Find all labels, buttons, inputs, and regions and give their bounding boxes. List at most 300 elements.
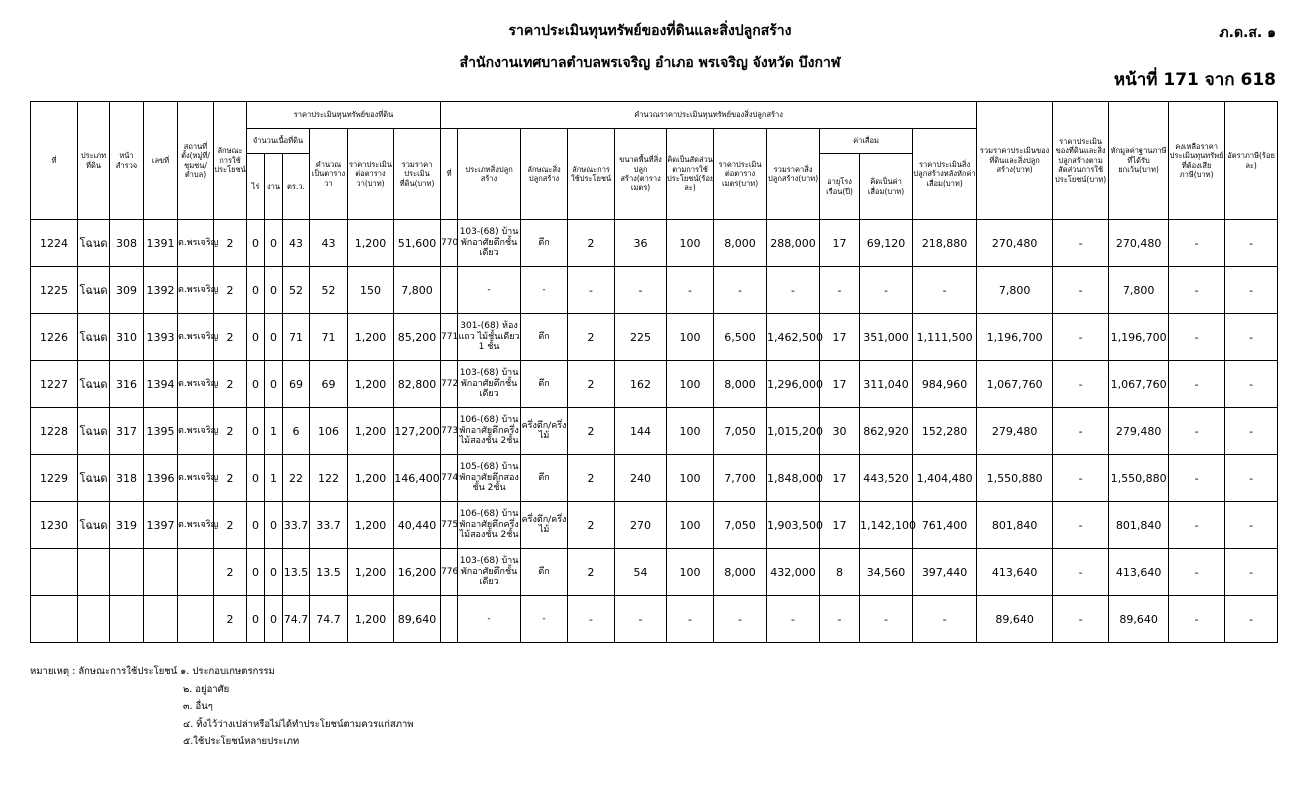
table-cell: 71	[283, 314, 310, 361]
table-cell: 1225	[31, 267, 78, 314]
table-cell	[178, 549, 214, 596]
table-cell: 7,700	[714, 455, 767, 502]
table-cell: 22	[283, 455, 310, 502]
table-cell: ตึก	[521, 314, 568, 361]
table-cell: 432,000	[767, 549, 820, 596]
col-doc-type: ประเภทที่ดิน	[78, 102, 110, 220]
table-cell: -	[714, 267, 767, 314]
table-cell: -	[1053, 549, 1109, 596]
col-price-per-m2: ราคาประเมินต่อตารางเมตร(บาท)	[714, 129, 767, 220]
table-cell: ต.พรเจริญ	[178, 314, 214, 361]
table-cell: 7,050	[714, 408, 767, 455]
table-cell: 1393	[144, 314, 178, 361]
table-cell: 0	[265, 220, 283, 267]
table-cell: -	[1225, 596, 1278, 643]
table-cell: -	[913, 267, 977, 314]
table-cell: -	[667, 596, 714, 643]
table-cell: 775	[441, 502, 458, 549]
table-cell	[144, 549, 178, 596]
table-cell: 413,640	[977, 549, 1053, 596]
table-cell: 2	[568, 314, 615, 361]
table-cell: 144	[615, 408, 667, 455]
table-cell: 1,067,760	[977, 361, 1053, 408]
table-cell: 1396	[144, 455, 178, 502]
table-cell: 30	[820, 408, 860, 455]
table-row	[31, 502, 1278, 549]
table-cell: 1,196,700	[1109, 314, 1169, 361]
table-cell: 16,200	[394, 549, 441, 596]
table-cell: -	[714, 596, 767, 643]
table-cell: -	[1169, 361, 1225, 408]
col-building-kind: ลักษณะสิ่งปลูกสร้าง	[521, 129, 568, 220]
table-cell: ต.พรเจริญ	[178, 361, 214, 408]
table-cell: -	[1169, 220, 1225, 267]
table-cell: 52	[310, 267, 348, 314]
table-cell: 2	[568, 455, 615, 502]
col-age: อายุโรงเรือน(ปี)	[820, 154, 860, 220]
table-cell: 51,600	[394, 220, 441, 267]
table-cell: -	[521, 596, 568, 643]
table-cell: 146,400	[394, 455, 441, 502]
table-cell: 1	[265, 408, 283, 455]
table-cell: โฉนด	[78, 455, 110, 502]
table-row	[31, 314, 1278, 361]
table-cell: 13.5	[310, 549, 348, 596]
table-cell: 1,296,000	[767, 361, 820, 408]
table-cell: 2	[568, 549, 615, 596]
table-cell: 152,280	[913, 408, 977, 455]
table-cell: 1,067,760	[1109, 361, 1169, 408]
table-cell: 0	[247, 455, 265, 502]
table-cell: 0	[247, 220, 265, 267]
table-cell: 106	[310, 408, 348, 455]
table-cell: ตึก	[521, 549, 568, 596]
table-cell: 1,550,880	[1109, 455, 1169, 502]
table-cell: 33.7	[310, 502, 348, 549]
table-cell: 311,040	[860, 361, 913, 408]
table-cell: 103-(68) บ้านพักอาศัยตึกชั้นเดียว	[458, 361, 521, 408]
table-cell: 82,800	[394, 361, 441, 408]
table-cell: 1,200	[348, 502, 394, 549]
table-cell: 85,200	[394, 314, 441, 361]
table-cell: -	[1053, 267, 1109, 314]
table-cell: -	[1225, 408, 1278, 455]
table-cell: 8	[820, 549, 860, 596]
table-cell: -	[615, 596, 667, 643]
table-cell: โฉนด	[78, 361, 110, 408]
table-cell: 52	[283, 267, 310, 314]
table-cell: 1,196,700	[977, 314, 1053, 361]
table-cell: 71	[310, 314, 348, 361]
table-cell: -	[1225, 549, 1278, 596]
table-cell: 1397	[144, 502, 178, 549]
table-cell: 7,050	[714, 502, 767, 549]
table-cell: 43	[283, 220, 310, 267]
table-cell: -	[820, 596, 860, 643]
table-cell: 1,200	[348, 361, 394, 408]
table-cell: 308	[110, 220, 144, 267]
table-cell: ครึ่งตึก/ครึ่งไม้	[521, 502, 568, 549]
table-cell: 270	[615, 502, 667, 549]
table-cell: 17	[820, 220, 860, 267]
table-cell: 351,000	[860, 314, 913, 361]
table-cell: 54	[615, 549, 667, 596]
table-cell: 773	[441, 408, 458, 455]
table-cell: 89,640	[394, 596, 441, 643]
table-cell: -	[1053, 455, 1109, 502]
table-cell: 1394	[144, 361, 178, 408]
table-cell	[78, 549, 110, 596]
table-cell: โฉนด	[78, 220, 110, 267]
table-cell: 6,500	[714, 314, 767, 361]
table-cell: 43	[310, 220, 348, 267]
table-cell: โฉนด	[78, 314, 110, 361]
table-cell: 1,200	[348, 549, 394, 596]
table-cell: 318	[110, 455, 144, 502]
col-price-per-wa: ราคาประเมินต่อตารางวา(บาท)	[348, 129, 394, 220]
table-cell: ต.พรเจริญ	[178, 267, 214, 314]
table-cell: 0	[247, 549, 265, 596]
table-cell: 772	[441, 361, 458, 408]
table-cell: 774	[441, 455, 458, 502]
table-cell: 69	[310, 361, 348, 408]
table-cell: 17	[820, 314, 860, 361]
table-cell: -	[820, 267, 860, 314]
table-cell: 2	[214, 267, 247, 314]
col-deduction: หักมูลค่าฐานภาษีที่ได้รับยกเว้น(บาท)	[1109, 102, 1169, 220]
table-cell: 0	[247, 314, 265, 361]
table-cell: 270,480	[1109, 220, 1169, 267]
table-cell: 7,800	[394, 267, 441, 314]
table-cell: -	[1225, 455, 1278, 502]
table-cell: 1230	[31, 502, 78, 549]
table-row	[31, 549, 1278, 596]
table-cell: ต.พรเจริญ	[178, 455, 214, 502]
table-cell: ต.พรเจริญ	[178, 408, 214, 455]
notes-section	[30, 664, 414, 752]
table-cell: 150	[348, 267, 394, 314]
col-use-percent: คิดเป็นสัดส่วนตามการใช้ประโยชน์(ร้อยละ)	[667, 129, 714, 220]
table-cell: 2	[568, 408, 615, 455]
table-cell: 1,550,880	[977, 455, 1053, 502]
table-cell: 103-(68) บ้านพักอาศัยตึกชั้นเดียว	[458, 220, 521, 267]
table-cell: -	[1053, 408, 1109, 455]
table-cell: 1,200	[348, 220, 394, 267]
table-cell: -	[1169, 408, 1225, 455]
table-header	[31, 102, 1278, 220]
table-cell: -	[1169, 596, 1225, 643]
group-building-valuation: คำนวณราคาประเมินทุนทรัพย์ของสิ่งปลูกสร้าง	[441, 102, 977, 129]
table-cell: 2	[568, 502, 615, 549]
table-cell: 279,480	[977, 408, 1053, 455]
table-cell: 2	[568, 220, 615, 267]
table-cell: 69,120	[860, 220, 913, 267]
table-cell: 33.7	[283, 502, 310, 549]
table-cell: 1,200	[348, 408, 394, 455]
table-cell: 100	[667, 361, 714, 408]
table-cell: 1224	[31, 220, 78, 267]
table-cell: 36	[615, 220, 667, 267]
table-cell: -	[1053, 220, 1109, 267]
table-row	[31, 408, 1278, 455]
col-building-net: ราคาประเมินสิ่งปลูกสร้างหลังหักค่าเสื่อม(บาท)	[913, 129, 977, 220]
table-cell: -	[458, 596, 521, 643]
table-cell: 34,560	[860, 549, 913, 596]
table-cell: 100	[667, 502, 714, 549]
table-cell: 103-(68) บ้านพักอาศัยตึกชั้นเดียว	[458, 549, 521, 596]
table-cell: 1	[265, 455, 283, 502]
table-cell: 100	[667, 220, 714, 267]
note-item: ๕.ใช้ประโยชน์หลายประเภท	[183, 736, 300, 748]
col-building-type: ประเภทสิ่งปลูกสร้าง	[458, 129, 521, 220]
table-cell: ตึก	[521, 220, 568, 267]
note-item: ๔. ทิ้งไว้ว่างเปล่าหรือไม่ได้ทำประโยชน์ตามควรแก่สภาพ	[183, 718, 414, 730]
table-cell: 2	[214, 502, 247, 549]
table-cell: 0	[265, 314, 283, 361]
note-item: ๑. ประกอบเกษตรกรรม	[180, 666, 275, 677]
table-cell: 761,400	[913, 502, 977, 549]
table-cell: 1,200	[348, 314, 394, 361]
table-cell	[110, 596, 144, 643]
col-tax-rate: อัตราภาษี(ร้อยละ)	[1225, 102, 1278, 220]
col-rai: ไร่	[247, 154, 265, 220]
table-cell: -	[1053, 361, 1109, 408]
table-cell: -	[1225, 314, 1278, 361]
table-cell	[144, 596, 178, 643]
table-cell: -	[860, 267, 913, 314]
page-number: หน้าที่ 171 จาก 618	[1113, 70, 1276, 90]
table-cell: 1,142,100	[860, 502, 913, 549]
table-cell: -	[1053, 314, 1109, 361]
table-cell: -	[1225, 220, 1278, 267]
table-cell: 1,015,200	[767, 408, 820, 455]
table-cell: -	[1169, 455, 1225, 502]
group-land-valuation: ราคาประเมินทุนทรัพย์ของที่ดิน	[247, 102, 441, 129]
table-cell: 1,111,500	[913, 314, 977, 361]
col-building-use: ลักษณะการใช้ประโยชน์	[568, 129, 615, 220]
table-cell: 1227	[31, 361, 78, 408]
table-cell: 801,840	[977, 502, 1053, 549]
group-land-area: จำนวนเนื้อที่ดิน	[247, 129, 310, 154]
table-cell: 106-(68) บ้านพักอาศัยตึกครึ่งไม้สองชั้น 2ชั้น	[458, 408, 521, 455]
form-code: ภ.ด.ส. ๑	[1219, 25, 1276, 41]
col-wa: ตร.ว.	[283, 154, 310, 220]
col-land-total: รวมราคาประเมินที่ดิน(บาท)	[394, 129, 441, 220]
table-cell: 2	[214, 361, 247, 408]
table-cell: 1,848,000	[767, 455, 820, 502]
table-cell: 2	[214, 408, 247, 455]
table-cell: 1392	[144, 267, 178, 314]
note-item: ๓. อื่นๆ	[183, 701, 213, 713]
table-cell: 2	[214, 220, 247, 267]
table-cell: 100	[667, 549, 714, 596]
table-cell: 1,200	[348, 596, 394, 643]
table-cell: 0	[265, 361, 283, 408]
table-cell: 801,840	[1109, 502, 1169, 549]
table-cell: โฉนด	[78, 267, 110, 314]
col-building-area: ขนาดพื้นที่สิ่งปลูกสร้าง(ตารางเมตร)	[615, 129, 667, 220]
note-item: ๒. อยู่อาศัย	[183, 683, 230, 695]
table-cell: -	[521, 267, 568, 314]
assessment-table	[30, 101, 1278, 643]
table-cell: -	[1169, 267, 1225, 314]
table-cell	[441, 267, 458, 314]
table-cell: -	[913, 596, 977, 643]
table-cell: 1,462,500	[767, 314, 820, 361]
table-cell: -	[568, 596, 615, 643]
table-cell: -	[458, 267, 521, 314]
table-cell: ครึ่งตึก/ครึ่งไม้	[521, 408, 568, 455]
table-cell: -	[615, 267, 667, 314]
table-cell: 8,000	[714, 220, 767, 267]
table-cell: 106-(68) บ้านพักอาศัยตึกครึ่งไม้สองชั้น 2ชั้น	[458, 502, 521, 549]
col-grand-total: รวมราคาประเมินของที่ดินและสิ่งปลูกสร้าง(บาท)	[977, 102, 1053, 220]
table-cell: ตึก	[521, 455, 568, 502]
table-cell: 1226	[31, 314, 78, 361]
table-cell	[441, 596, 458, 643]
table-row	[31, 267, 1278, 314]
table-cell: 69	[283, 361, 310, 408]
table-cell: 8,000	[714, 549, 767, 596]
table-cell: 162	[615, 361, 667, 408]
col-building-no: ที่	[441, 129, 458, 220]
table-cell: 270,480	[977, 220, 1053, 267]
col-sq-wa: คำนวณเป็นตารางวา	[310, 129, 348, 220]
table-cell: 776	[441, 549, 458, 596]
table-cell: 1391	[144, 220, 178, 267]
table-cell: โฉนด	[78, 408, 110, 455]
table-cell: 1,200	[348, 455, 394, 502]
table-cell: 122	[310, 455, 348, 502]
col-land-use: ลักษณะการใช้ประโยชน์	[214, 102, 247, 220]
table-cell: 2	[214, 314, 247, 361]
table-cell: 771	[441, 314, 458, 361]
report-title: ราคาประเมินทุนทรัพย์ของที่ดินและสิ่งปลูกสร้าง	[508, 23, 792, 39]
table-cell: โฉนด	[78, 502, 110, 549]
table-cell: 1395	[144, 408, 178, 455]
table-cell: 397,440	[913, 549, 977, 596]
table-cell: 225	[615, 314, 667, 361]
table-cell: 100	[667, 455, 714, 502]
table-cell: ต.พรเจริญ	[178, 220, 214, 267]
table-cell: 17	[820, 361, 860, 408]
col-no: ที่	[31, 102, 78, 220]
table-cell: 2	[214, 549, 247, 596]
col-building-total: รวมราคาสิ่งปลูกสร้าง(บาท)	[767, 129, 820, 220]
table-cell: -	[767, 267, 820, 314]
table-cell	[31, 549, 78, 596]
table-cell: -	[767, 596, 820, 643]
col-location: สถานที่ตั้ง(หมู่ที่/ชุมชน/ตำบล)	[178, 102, 214, 220]
table-cell: -	[1169, 502, 1225, 549]
table-cell: 862,920	[860, 408, 913, 455]
table-cell: 2	[214, 596, 247, 643]
table-body	[31, 220, 1278, 643]
table-cell: 218,880	[913, 220, 977, 267]
col-ngan: งาน	[265, 154, 283, 220]
table-cell: 443,520	[860, 455, 913, 502]
notes-label: หมายเหตุ : ลักษณะการใช้ประโยชน์	[30, 666, 178, 677]
table-cell: 0	[247, 361, 265, 408]
group-depreciation: ค่าเสื่อม	[820, 129, 913, 154]
table-cell: 100	[667, 408, 714, 455]
table-cell: 0	[247, 267, 265, 314]
table-row	[31, 220, 1278, 267]
table-cell: 240	[615, 455, 667, 502]
table-cell: -	[1225, 267, 1278, 314]
table-cell: -	[667, 267, 714, 314]
table-cell: -	[1225, 361, 1278, 408]
table-cell: 316	[110, 361, 144, 408]
table-cell	[78, 596, 110, 643]
table-cell: 310	[110, 314, 144, 361]
table-cell: -	[1053, 502, 1109, 549]
table-cell: 1229	[31, 455, 78, 502]
table-cell: 17	[820, 455, 860, 502]
table-cell: 984,960	[913, 361, 977, 408]
table-cell: 301-(68) ห้องแถว ไม้ชั้นเดียว 1 ชั้น	[458, 314, 521, 361]
table-cell: 0	[265, 502, 283, 549]
table-cell: 13.5	[283, 549, 310, 596]
table-cell: 1,903,500	[767, 502, 820, 549]
table-row	[31, 455, 1278, 502]
col-exempt-share: ราคาประเมินของที่ดินและสิ่งปลูกสร้างตามสัดส่วนการใช้ประโยชน์(บาท)	[1053, 102, 1109, 220]
table-cell: 7,800	[977, 267, 1053, 314]
table-cell: 6	[283, 408, 310, 455]
table-cell: 0	[265, 549, 283, 596]
table-cell: 317	[110, 408, 144, 455]
table-cell: -	[1225, 502, 1278, 549]
table-cell: -	[1169, 549, 1225, 596]
table-cell: 127,200	[394, 408, 441, 455]
table-cell: 288,000	[767, 220, 820, 267]
table-cell: 105-(68) บ้านพักอาศัยตึกสองชั้น 2ชั้น	[458, 455, 521, 502]
table-cell: 40,440	[394, 502, 441, 549]
col-dep-amount: คิดเป็นค่าเสื่อม(บาท)	[860, 154, 913, 220]
table-cell: 0	[265, 596, 283, 643]
table-cell: 89,640	[977, 596, 1053, 643]
table-cell: 8,000	[714, 361, 767, 408]
table-cell: 74.7	[310, 596, 348, 643]
table-cell	[31, 596, 78, 643]
col-taxable: คงเหลือราคาประเมินทุนทรัพย์ที่ต้องเสียภาษี(บาท)	[1169, 102, 1225, 220]
table-cell: -	[860, 596, 913, 643]
table-cell: 2	[568, 361, 615, 408]
table-cell: 89,640	[1109, 596, 1169, 643]
table-cell: 1,404,480	[913, 455, 977, 502]
table-row	[31, 361, 1278, 408]
table-cell: 7,800	[1109, 267, 1169, 314]
table-cell: 0	[265, 267, 283, 314]
table-cell: 0	[247, 596, 265, 643]
table-row	[31, 596, 1278, 643]
table-cell: ต.พรเจริญ	[178, 502, 214, 549]
notes-line-1	[30, 664, 414, 682]
table-cell: 0	[247, 408, 265, 455]
table-cell: 100	[667, 314, 714, 361]
col-doc-no: เลขที่	[144, 102, 178, 220]
table-cell: -	[568, 267, 615, 314]
table-cell: 770	[441, 220, 458, 267]
table-cell: 1228	[31, 408, 78, 455]
table-cell: 74.7	[283, 596, 310, 643]
col-survey-page: หน้าสำรวจ	[110, 102, 144, 220]
table-cell: 309	[110, 267, 144, 314]
table-cell: ตึก	[521, 361, 568, 408]
table-cell	[110, 549, 144, 596]
table-cell	[178, 596, 214, 643]
table-cell: 319	[110, 502, 144, 549]
